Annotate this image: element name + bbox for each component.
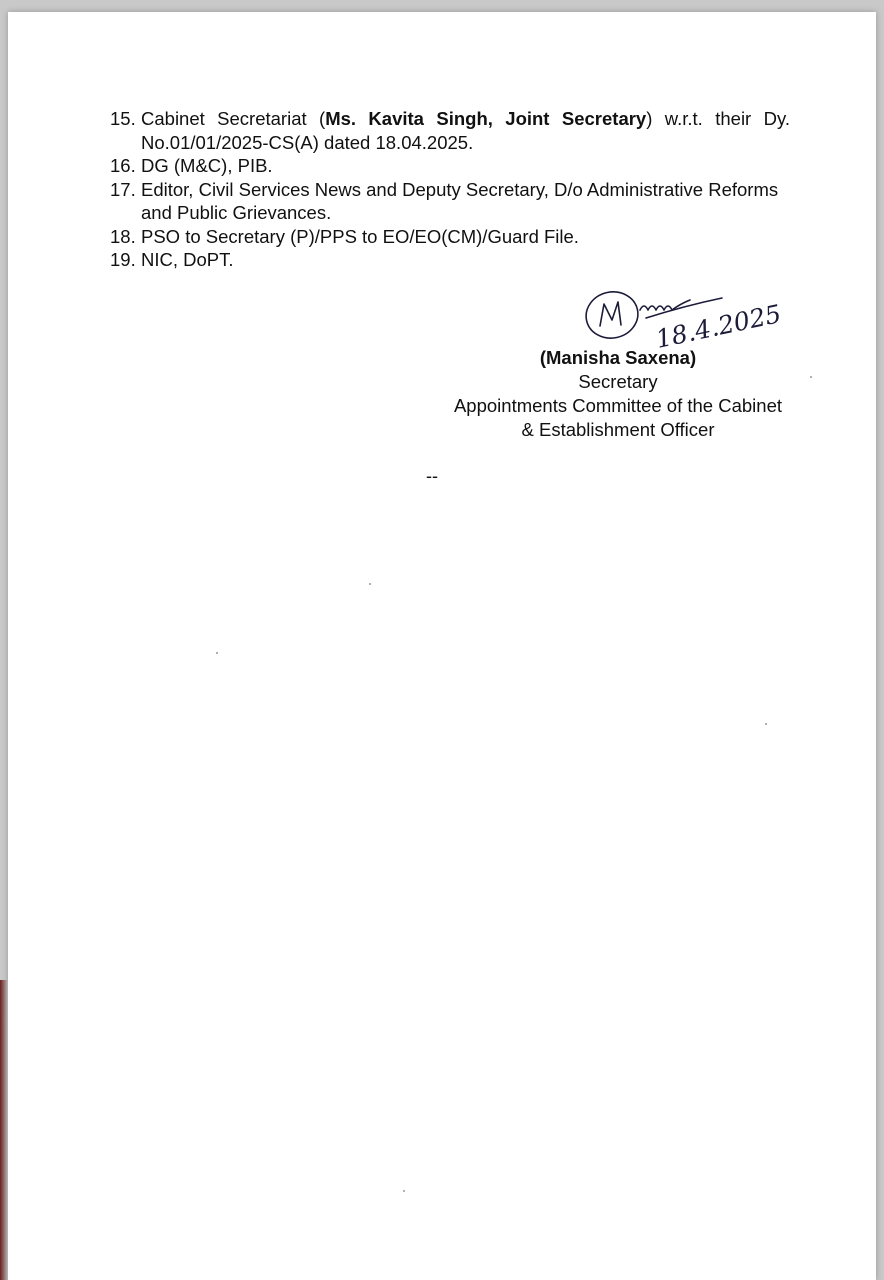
item-number: 15. [110,108,136,129]
paper-speck [765,723,767,725]
document-page [8,12,876,1280]
paper-speck [403,1190,405,1192]
signatory-block [428,346,808,442]
list-item [110,248,790,272]
item-number: 19. [110,249,136,270]
signatory-office-line1: Appointments Committee of the Cabinet [453,395,783,416]
signatory-name: (Manisha Saxena) [539,347,697,368]
page-edge-shadow [0,980,8,1280]
handwritten-signature [574,270,804,356]
list-item [110,225,790,249]
item-number: 17. [110,178,136,200]
list-item [110,178,790,225]
item-text: PSO to Secretary (P)/PPS to EO/EO(CM)/Guard File. [141,225,579,247]
item-text: Cabinet Secretariat (Ms. Kavita Singh, Joint Secretary) w.r.t. their Dy. No.01/01/2025-CS(A) dated 18.04.2025. [141,108,790,153]
list-item [110,107,790,154]
item-text: NIC, DoPT. [141,249,234,270]
signatory-designation: Secretary [578,371,658,392]
list-item [110,154,790,178]
officer-name: Ms. Kavita Singh, Joint Secretary [325,108,647,129]
signatory-office-line2: & Establishment Officer [521,419,715,440]
paper-speck [369,583,371,585]
distribution-list [110,107,790,272]
paper-speck [216,652,218,654]
item-text: Editor, Civil Services News and Deputy Secretary, D/o Administrative Reforms and Public Grievances. [141,178,779,223]
item-text: DG (M&C), PIB. [141,155,273,176]
paper-speck [810,376,812,378]
item-number: 18. [110,225,136,247]
item-number: 16. [110,155,136,176]
end-mark: -- [426,466,438,486]
handwritten-date: 18.4.2025 [653,299,784,354]
